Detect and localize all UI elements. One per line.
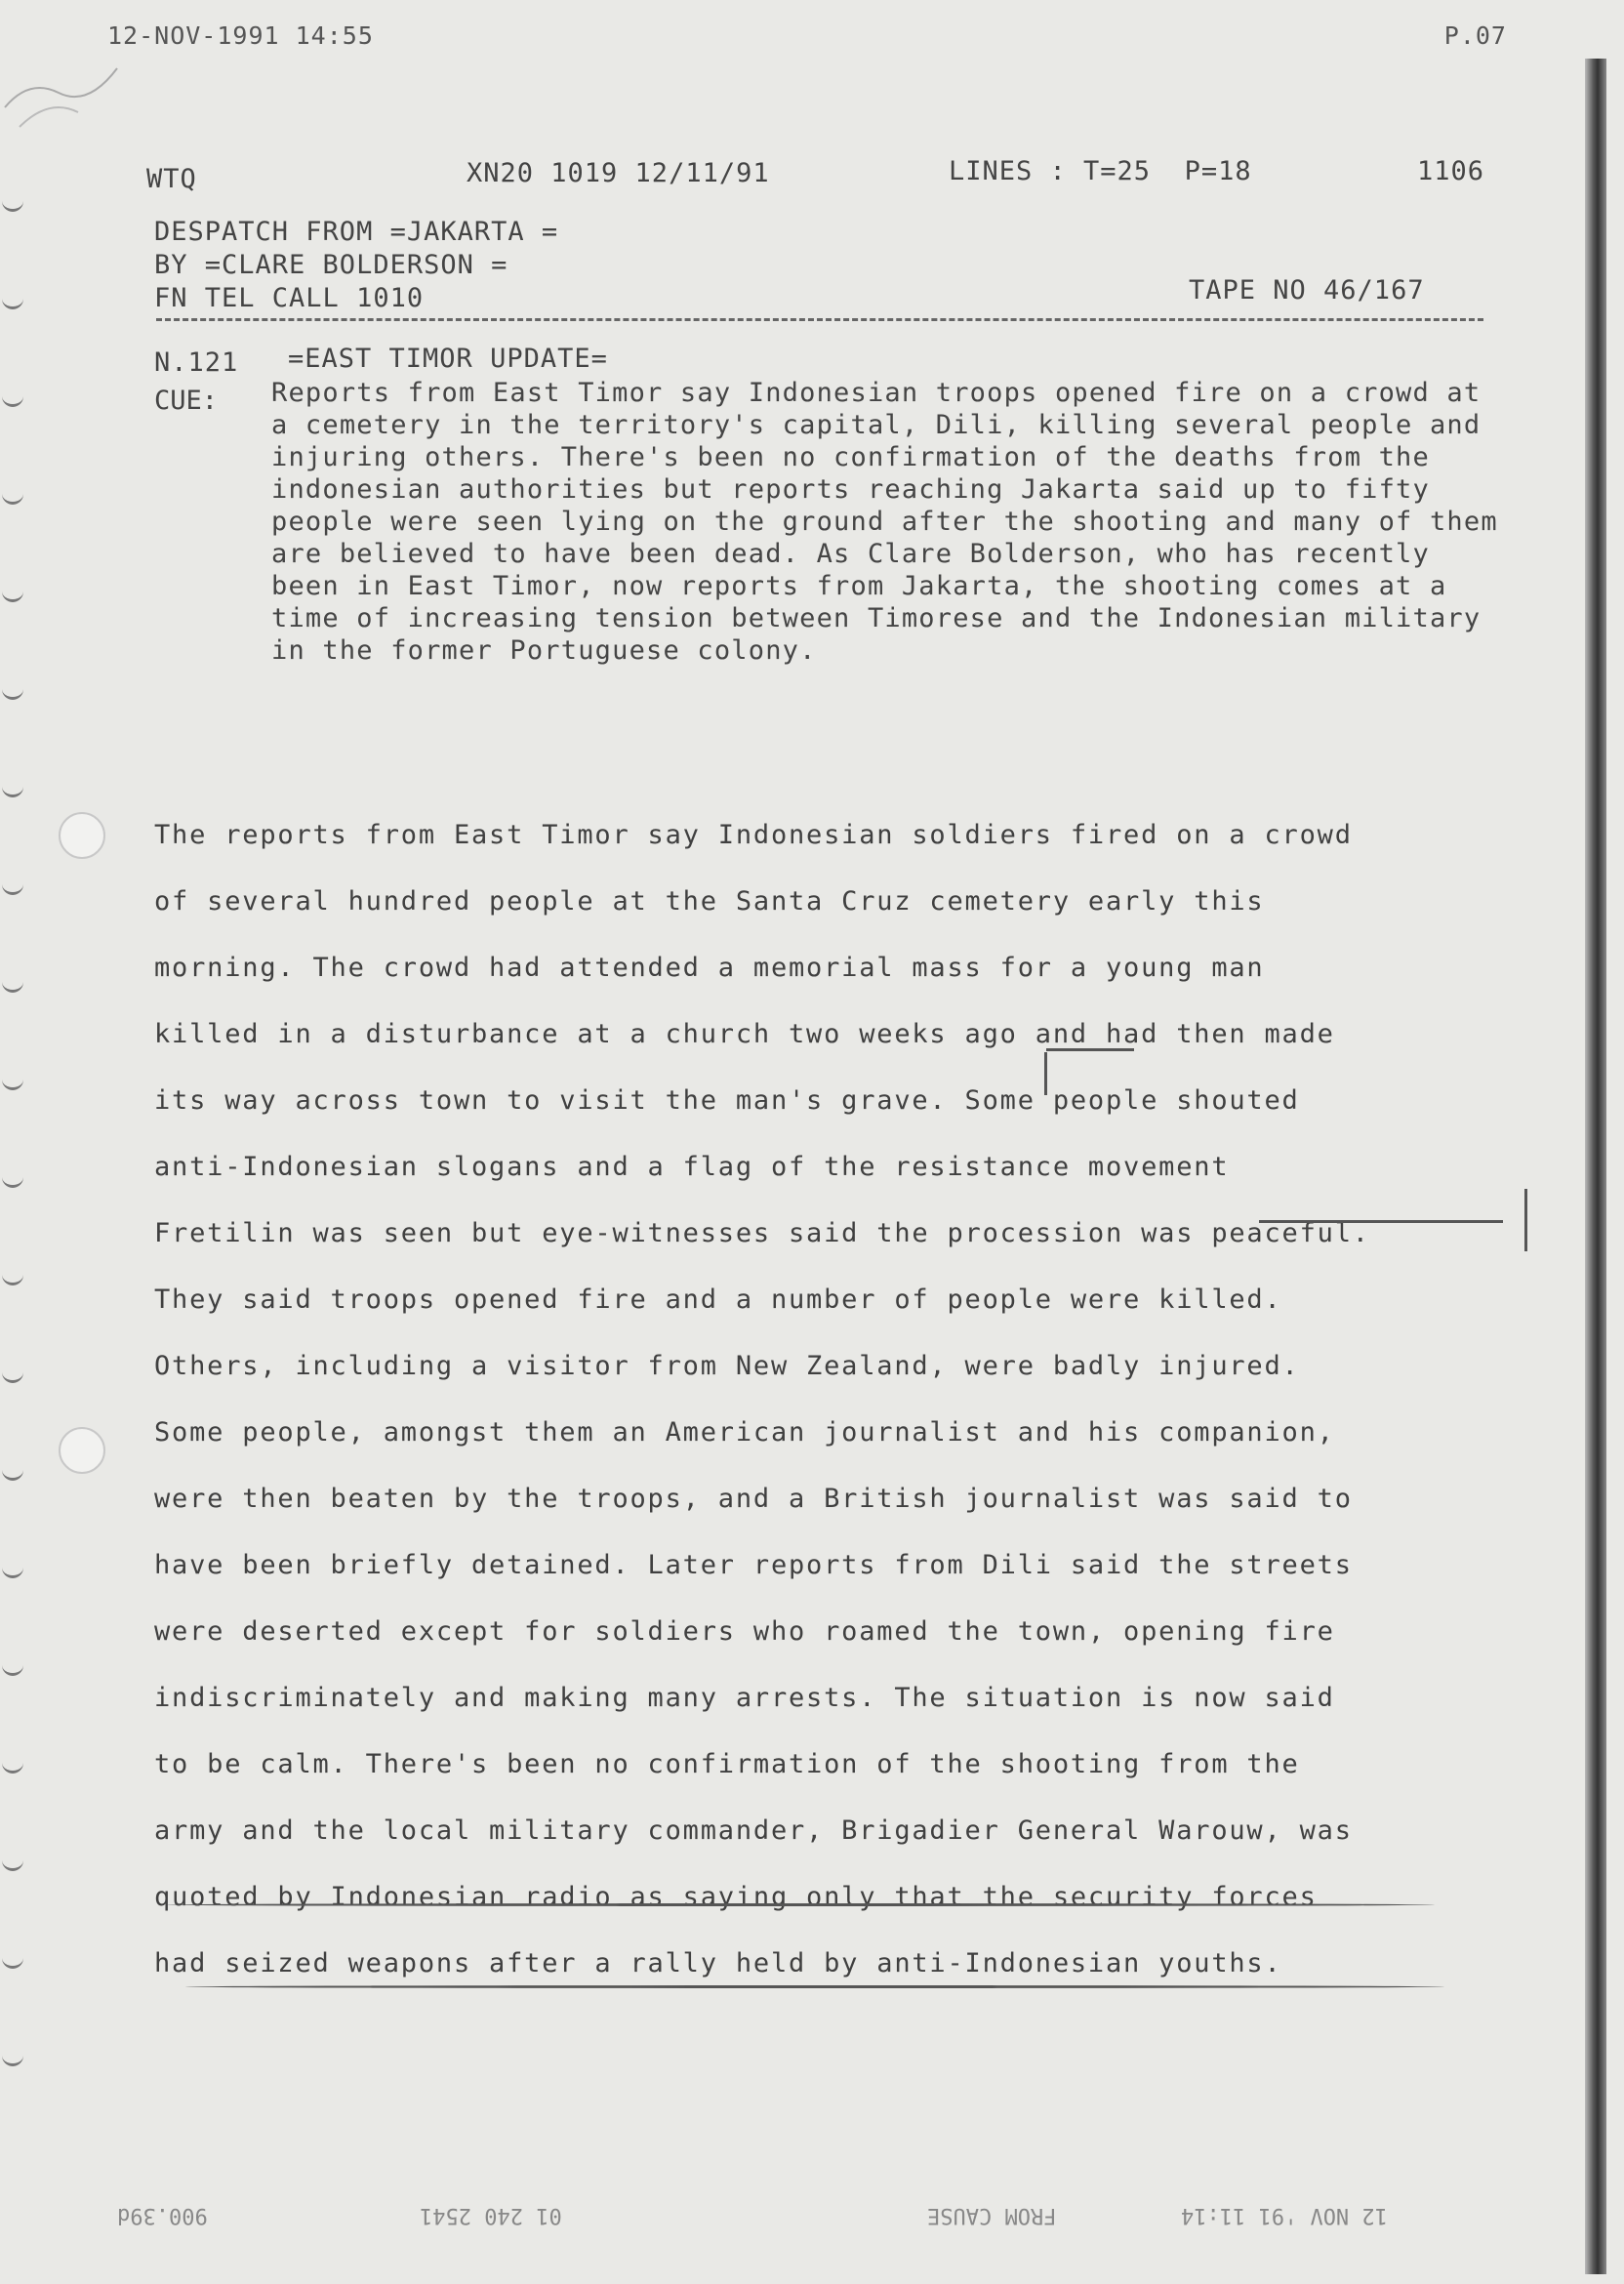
margin-mark	[2, 1659, 23, 1676]
story-line: indiscriminately and making many arrests. The situation is now said	[154, 1683, 1335, 1713]
despatch-line: DESPATCH FROM =JAKARTA =	[154, 217, 559, 247]
story-line: have been briefly detained. Later reports from Dili said the streets	[154, 1550, 1353, 1580]
header-code: WTQ	[146, 164, 197, 194]
story-line: Fretilin was seen but eye-witnesses said the procession was peaceful.	[154, 1218, 1370, 1248]
story-line: to be calm. There's been no confirmation of the shooting from the	[154, 1749, 1300, 1779]
fax-page-number: P.07	[1443, 21, 1507, 50]
tape-number: TAPE NO 46/167	[1189, 275, 1425, 306]
story-body	[154, 802, 1521, 1997]
story-line: killed in a disturbance at a church two weeks ago and had then made	[154, 1019, 1335, 1049]
story-line: army and the local military commander, Brigadier General Warouw, was	[154, 1815, 1353, 1846]
margin-mark	[2, 1074, 23, 1090]
item-number: N.121	[154, 347, 239, 378]
story-line: were deserted except for soldiers who roamed the town, opening fire	[154, 1616, 1335, 1647]
margin-mark	[2, 1855, 23, 1871]
story-line: morning. The crowd had attended a memorial mass for a young man	[154, 953, 1265, 983]
story-line: They said troops opened fire and a number of people were killed.	[154, 1285, 1282, 1315]
margin-mark	[2, 781, 23, 797]
story-line: Others, including a visitor from New Zealand, were badly injured.	[154, 1351, 1300, 1381]
margin-mark	[2, 195, 23, 212]
margin-mark	[2, 390, 23, 407]
tel-call-line: FN TEL CALL 1010	[154, 283, 425, 313]
punch-hole	[59, 812, 105, 859]
footer-far-right: 12 NOV '91 11:14	[1181, 2203, 1388, 2227]
story-line: its way across town to visit the man's grave. Some people shouted	[154, 1085, 1300, 1116]
cue-text: Reports from East Timor say Indonesian troops opened fire on a crowd at a cemetery in the territory's capital, Dili, killing several people and injuring others. There's been no confirmation of the deaths from the indonesian authorities but reports reaching Jakarta said up to fifty people were seen lying on the ground after the shooting and many of them are believed to have been dead. As Clare Bolderson, who has recently been in East Timor, now reports from Jakarta, the shooting comes at a time of increasing tension between Timorese and the Indonesian military in the former Portuguese colony.	[271, 378, 1498, 666]
cue-label: CUE:	[154, 386, 219, 416]
margin-mark	[2, 1464, 23, 1481]
item-title: =EAST TIMOR UPDATE=	[288, 344, 608, 374]
margin-mark	[2, 878, 23, 895]
footer-left: 900.39d	[117, 2203, 208, 2227]
fax-datetime: 12-NOV-1991 14:55	[107, 21, 374, 50]
story-line: Some people, amongst them an American journalist and his companion,	[154, 1417, 1335, 1448]
margin-mark	[2, 1269, 23, 1285]
margin-mark	[2, 1757, 23, 1774]
margin-mark	[2, 1171, 23, 1188]
edit-underline-quoted	[166, 1903, 1435, 1906]
story-line: were then beaten by the troops, and a British journalist was said to	[154, 1484, 1353, 1514]
byline: BY =CLARE BOLDERSON =	[154, 250, 508, 280]
handwritten-scribble	[0, 39, 127, 137]
punch-hole	[59, 1427, 105, 1474]
edit-bracket-close	[1524, 1189, 1527, 1251]
margin-mark	[2, 1366, 23, 1383]
margin-mark	[2, 1952, 23, 1969]
footer-middle: 01 240 2541	[420, 2203, 562, 2227]
margin-mark	[2, 1562, 23, 1578]
header-divider	[156, 318, 1483, 321]
edit-underline-peaceful	[1259, 1220, 1503, 1223]
footer-right: FROM CAUSE	[927, 2203, 1057, 2227]
header-ref: XN20 1019 12/11/91	[467, 158, 770, 188]
story-line: The reports from East Timor say Indonesian soldiers fired on a crowd	[154, 820, 1353, 850]
story-line: anti-Indonesian slogans and a flag of the resistance movement	[154, 1152, 1230, 1182]
edit-bracket-top	[1046, 1048, 1134, 1051]
margin-mark	[2, 488, 23, 505]
header-lines: LINES : T=25 P=18	[949, 156, 1252, 186]
margin-mark	[2, 586, 23, 602]
header-number: 1106	[1417, 156, 1485, 186]
binding-edge	[1585, 59, 1606, 2274]
margin-mark	[2, 976, 23, 993]
margin-mark	[2, 293, 23, 309]
story-line: had seized weapons after a rally held by anti-Indonesian youths.	[154, 1948, 1282, 1978]
story-line: quoted by Indonesian radio as saying only that the security forces	[154, 1882, 1318, 1912]
edit-bracket-open	[1044, 1052, 1047, 1095]
margin-mark	[2, 683, 23, 700]
margin-mark	[2, 2050, 23, 2066]
story-line: of several hundred people at the Santa Cruz cemetery early this	[154, 886, 1265, 917]
edit-underline-seized	[185, 1985, 1444, 1988]
